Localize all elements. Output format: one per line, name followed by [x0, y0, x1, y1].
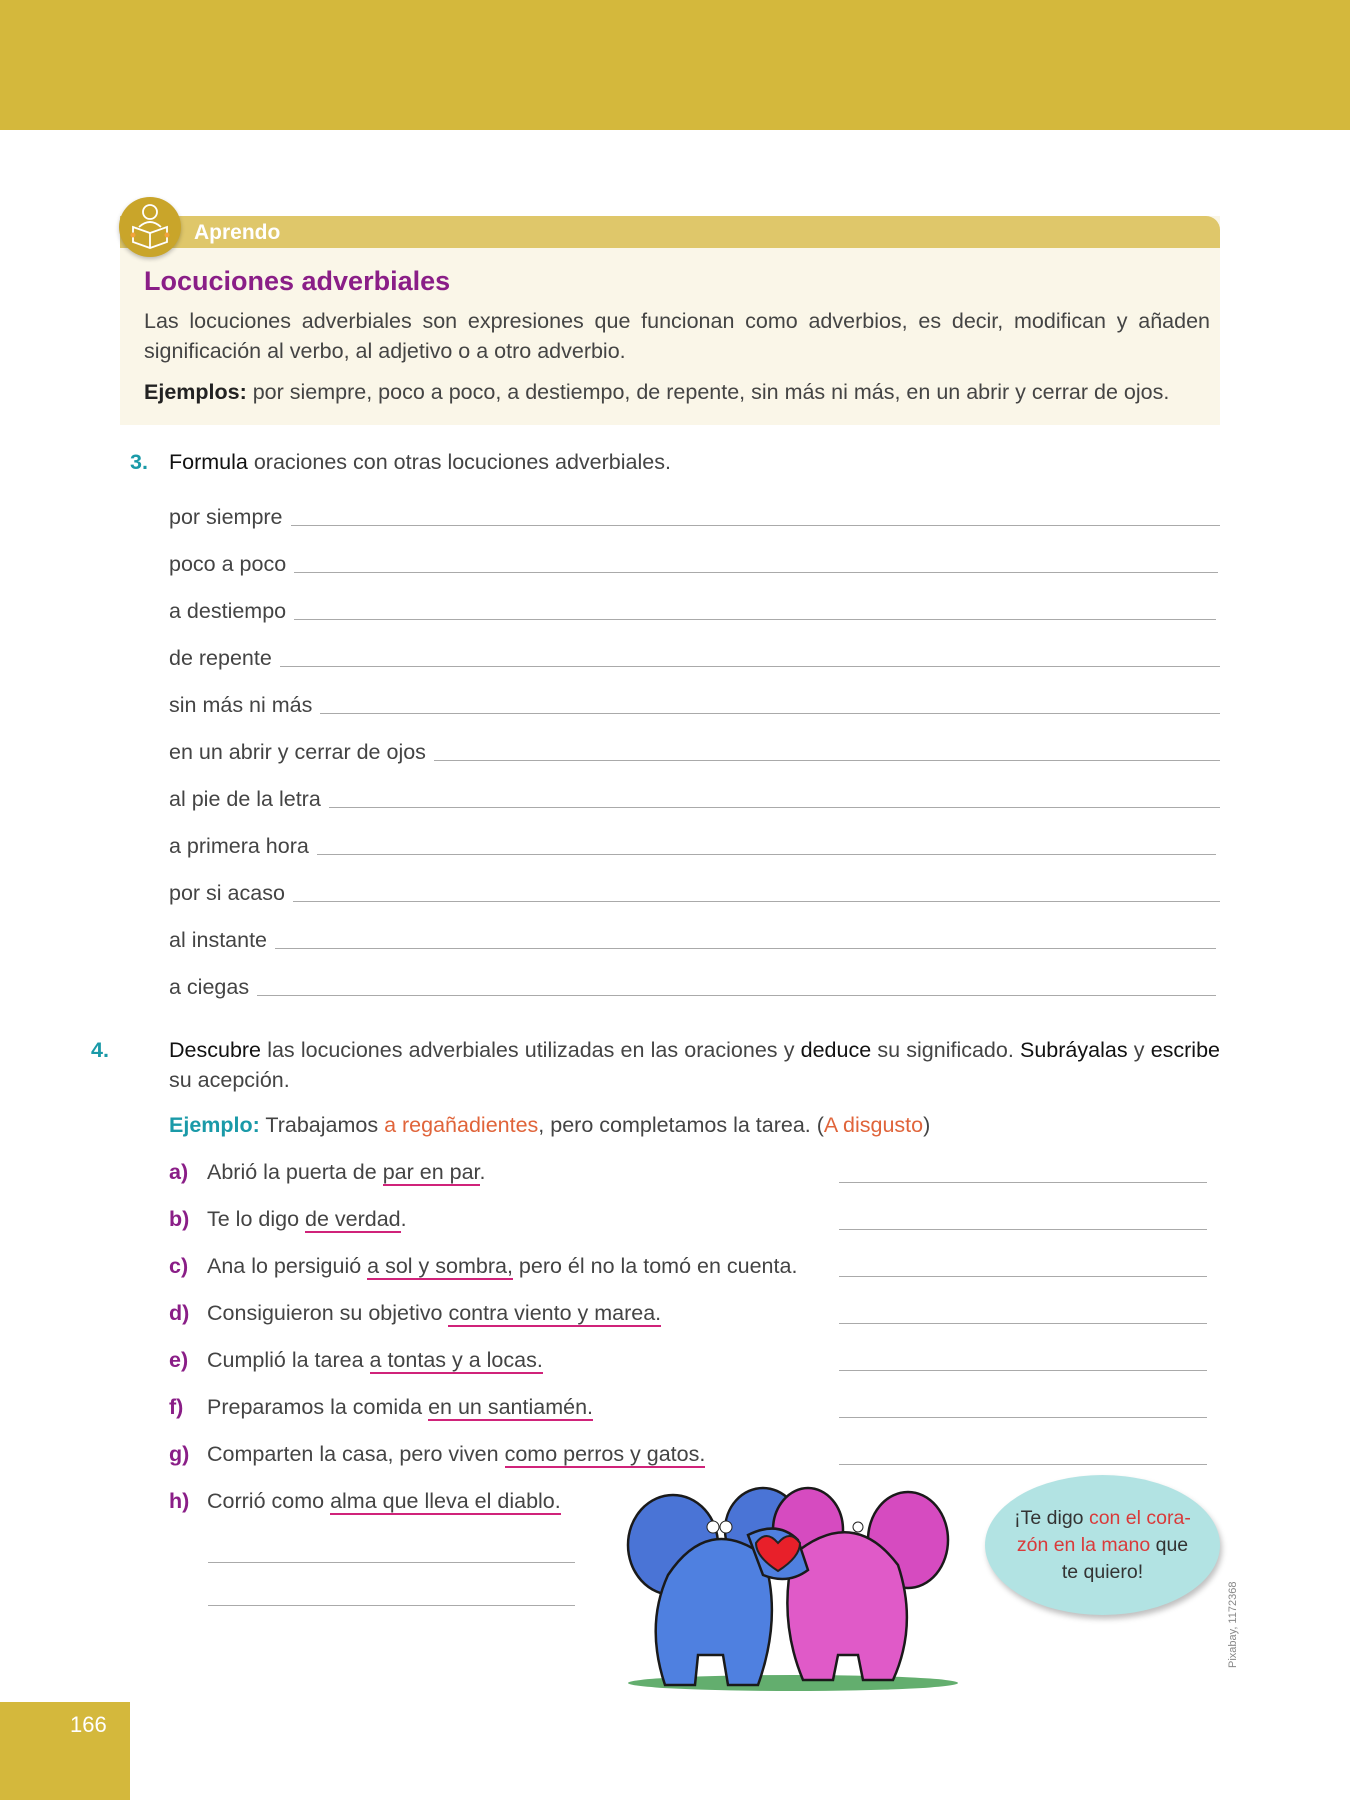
sentence-row: [169, 646, 1220, 671]
text: Te lo digo: [207, 1207, 306, 1231]
sentence-row: [169, 834, 1216, 859]
locution-label: en un abrir y cerrar de ojos: [169, 740, 426, 764]
underlined-locution: en un santiamén.: [428, 1395, 594, 1419]
underlined-locution: a sol y sombra,: [367, 1254, 513, 1278]
speech-bubble: [985, 1475, 1220, 1615]
reader-icon: [119, 197, 181, 257]
question-verb: Formula: [169, 450, 248, 474]
answer-line[interactable]: [291, 525, 1220, 526]
exercise-item: [169, 1160, 486, 1185]
locution-label: al instante: [169, 928, 268, 952]
aprendo-label: Aprendo: [194, 221, 281, 244]
section-title: Locuciones adverbiales: [144, 266, 451, 296]
answer-line[interactable]: [839, 1370, 1207, 1371]
answer-line[interactable]: [320, 713, 1220, 714]
text: Ana lo persiguió: [207, 1254, 368, 1278]
locution-label: poco a poco: [169, 552, 287, 576]
verb: escribe: [1150, 1038, 1220, 1062]
sentence-row: [169, 552, 1218, 577]
locution-label: de repente: [169, 646, 272, 670]
bubble-locution: con el cora-: [1088, 1507, 1191, 1529]
bubble-locution: zón en la mano: [1016, 1534, 1151, 1556]
underlined-locution: de verdad: [305, 1207, 401, 1231]
top-band: [0, 0, 1350, 130]
answer-line[interactable]: [257, 995, 1216, 996]
sentence-row: [169, 505, 1220, 530]
question-3: [130, 450, 671, 475]
bubble-text: te quiero!: [1061, 1561, 1144, 1583]
text: Cumplió la tarea: [207, 1348, 370, 1372]
item-letter: e): [169, 1348, 189, 1372]
sentence-row: [169, 693, 1220, 718]
answer-line[interactable]: [208, 1562, 575, 1563]
answer-line[interactable]: [839, 1323, 1207, 1324]
item-letter: c): [169, 1254, 189, 1278]
example-label: Ejemplo:: [169, 1113, 260, 1137]
underlined-locution: contra viento y marea.: [448, 1301, 662, 1325]
text: .: [479, 1160, 486, 1184]
text: Preparamos la comida: [207, 1395, 429, 1419]
answer-line[interactable]: [293, 901, 1220, 902]
verb: Subráyalas: [1020, 1038, 1128, 1062]
answer-line[interactable]: [839, 1417, 1207, 1418]
answer-line[interactable]: [280, 666, 1220, 667]
sentence-row: [169, 928, 1216, 953]
exercise-item: [169, 1395, 593, 1420]
verb: deduce: [800, 1038, 872, 1062]
definition-text: Las locuciones adverbiales son expresiones que funcionan como adverbios, es decir, modifican y añaden significación al verbo, al adjetivo o a otro adverbio.: [144, 309, 1210, 363]
sentence-row: [169, 975, 1216, 1000]
exercise-item: [169, 1348, 543, 1373]
underlined-locution: como perros y gatos.: [504, 1442, 706, 1466]
locution-label: por siempre: [169, 505, 283, 529]
text: .: [400, 1207, 407, 1231]
item-letter: a): [169, 1160, 189, 1184]
text: Trabajamos: [259, 1113, 385, 1137]
locution-label: por si acaso: [169, 881, 285, 905]
exercise-item: [169, 1254, 797, 1279]
underlined-locution: a tontas y a locas.: [369, 1348, 543, 1372]
text: y: [1127, 1038, 1151, 1062]
answer-line[interactable]: [839, 1182, 1207, 1183]
item-letter: g): [169, 1442, 190, 1466]
question-number: 3.: [130, 450, 148, 474]
sentence-row: [169, 599, 1216, 624]
answer-line[interactable]: [839, 1276, 1207, 1277]
answer-line[interactable]: [329, 807, 1220, 808]
locution-label: sin más ni más: [169, 693, 313, 717]
bubble-text: ¡Te digo: [1014, 1507, 1089, 1529]
locution-label: a primera hora: [169, 834, 309, 858]
item-letter: f): [169, 1395, 184, 1419]
sentence-row: [169, 881, 1220, 906]
question-4: [91, 1035, 1220, 1095]
answer-line[interactable]: [208, 1605, 575, 1606]
underlined-locution: par en par: [382, 1160, 480, 1184]
text: Abrió la puerta de: [207, 1160, 383, 1184]
item-letter: b): [169, 1207, 190, 1231]
bubble-text: que: [1150, 1534, 1189, 1556]
text: Corrió como: [207, 1489, 331, 1513]
answer-line[interactable]: [275, 948, 1216, 949]
examples-label: Ejemplos:: [144, 380, 247, 404]
text: pero él no la tomó en cuenta.: [512, 1254, 798, 1278]
verb: Descubre: [169, 1038, 262, 1062]
answer-line[interactable]: [294, 619, 1216, 620]
text: ): [923, 1113, 931, 1137]
text: su significado.: [871, 1038, 1020, 1062]
question-text: oraciones con otras locuciones adverbiales.: [247, 450, 671, 474]
text: Comparten la casa, pero viven: [207, 1442, 505, 1466]
image-credit: Pixabay, 1172368: [1227, 1581, 1239, 1668]
answer-line[interactable]: [839, 1229, 1207, 1230]
question-number: 4.: [91, 1038, 109, 1062]
exercise-item: [169, 1301, 661, 1326]
examples-line: [144, 380, 1169, 405]
locution-label: a destiempo: [169, 599, 287, 623]
answer-line[interactable]: [839, 1464, 1207, 1465]
locution-label: al pie de la letra: [169, 787, 321, 811]
answer-line[interactable]: [434, 760, 1220, 761]
example-sentence: [169, 1113, 930, 1138]
sentence-row: [169, 740, 1220, 765]
answer-line[interactable]: [294, 572, 1218, 573]
answer-line[interactable]: [317, 854, 1216, 855]
example-meaning: A disgusto: [823, 1113, 924, 1137]
text: su acepción.: [169, 1068, 290, 1092]
exercise-item: [169, 1489, 561, 1514]
text: , pero completamos la tarea. (: [538, 1113, 824, 1137]
exercise-item: [169, 1207, 407, 1232]
exercise-item: [169, 1442, 705, 1467]
text: las locuciones adverbiales utilizadas en las oraciones y: [261, 1038, 801, 1062]
item-letter: d): [169, 1301, 190, 1325]
examples-text: por siempre, poco a poco, a destiempo, de repente, sin más ni más, en un abrir y cerrar de ojos.: [246, 380, 1170, 404]
locution-label: a ciegas: [169, 975, 250, 999]
page-number-box: [0, 1702, 130, 1800]
aprendo-header: [120, 216, 1220, 248]
text: Consiguieron su objetivo: [207, 1301, 449, 1325]
elephants-illustration: [618, 1485, 963, 1700]
sentence-row: [169, 787, 1220, 812]
item-letter: h): [169, 1489, 190, 1513]
underlined-locution: alma que lleva el diablo.: [330, 1489, 561, 1513]
example-locution: a regañadientes: [384, 1113, 539, 1137]
page-number: 166: [70, 1712, 107, 1737]
